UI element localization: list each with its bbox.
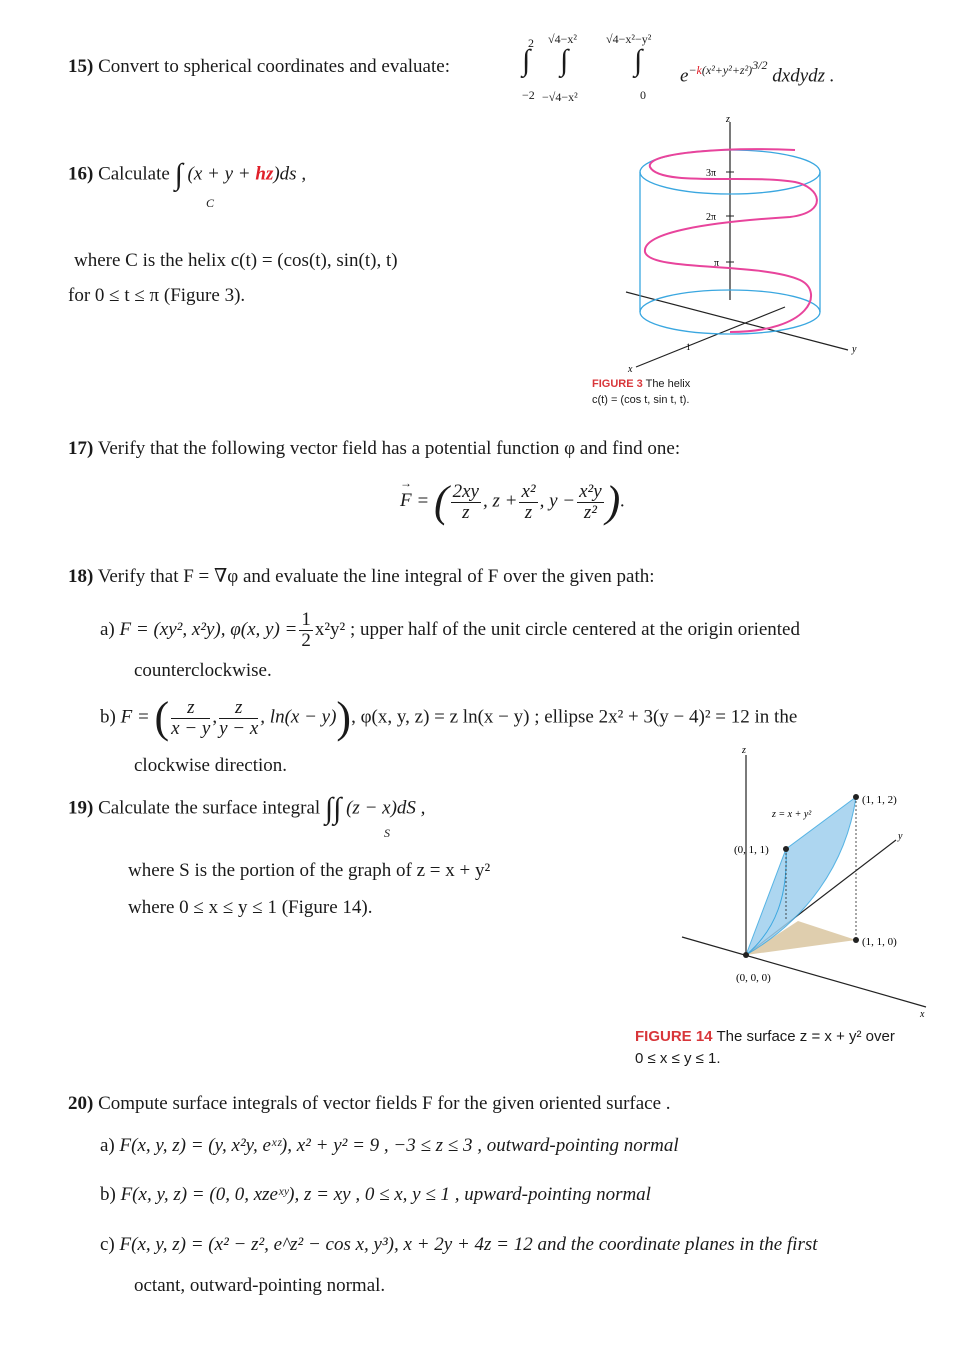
expr-part: (x + y + [187, 163, 251, 185]
separator: , z + [482, 490, 518, 512]
fraction [519, 482, 537, 523]
integrand [680, 58, 835, 87]
limit: 0 [640, 88, 646, 102]
exp-base: e [680, 65, 689, 87]
integral-sign: ∫ [560, 44, 569, 77]
vector-symbol: → F [400, 490, 412, 512]
x-axis-label: x [920, 1009, 925, 1020]
fraction [171, 698, 210, 739]
problem-17 [68, 438, 680, 460]
integral-sign: ∫ [174, 158, 183, 191]
numerator: x²y [579, 480, 602, 502]
differential: dxdydz . [772, 65, 835, 87]
denominator: x − y [171, 717, 211, 739]
part-text: F(x, y, z) = (y, x²y, eˣᶻ), x² + y² = 9 , −3 ≤ z ≤ 3 , outward-pointing normal [119, 1135, 679, 1156]
problem-text: Calculate [98, 163, 170, 185]
figure-3-caption [592, 378, 690, 390]
vector-field-17: → F = ( $\frac{2xy}{z}$ , z + $\frac{\text{x²}}{z}$ , y − $\frac{\text{x²y}}{\text{z²}}$ ). [400, 480, 625, 524]
expr-highlight: hz [255, 163, 274, 185]
part-label: c) [100, 1234, 115, 1255]
problem-18a [100, 610, 800, 651]
exp-k: k [696, 63, 702, 77]
problem-15 [68, 56, 450, 78]
double-integral-sign: ∫∫ [324, 792, 342, 825]
denominator: z² [583, 501, 597, 523]
part-label: a) [100, 618, 115, 640]
problem-number: 20) [68, 1093, 94, 1114]
exp-minus: − [688, 63, 697, 77]
integral-sign: ∫ [634, 44, 643, 77]
line-integral-expr [188, 163, 307, 184]
figure-14-caption-line2: 0 ≤ x ≤ y ≤ 1. [635, 1050, 721, 1067]
caption-text: The surface z = x + y² over [716, 1028, 895, 1045]
problem-text: Verify that F = ∇φ and evaluate the line integral of F over the given path: [97, 566, 655, 587]
fraction [299, 610, 313, 651]
y-axis-label: y [898, 831, 903, 842]
point-label: (0, 1, 1) [734, 844, 769, 856]
integral-sign: ∫ [522, 44, 531, 77]
point-label: (1, 1, 0) [862, 936, 897, 948]
problem-number: 18) [68, 566, 94, 587]
problem-18b-line2: clockwise direction. [134, 755, 288, 776]
problem-number: 16) [68, 163, 94, 185]
part-text: , φ(x, y, z) = z ln(x − y) ; ellipse 2x² + 3(y − 4)² = 12 in the [351, 706, 798, 728]
exp-power: 3/2 [752, 58, 768, 72]
figure-3-caption-line2: c(t) = (cos t, sin t, t). [592, 394, 690, 406]
denominator: y − x [219, 717, 259, 739]
point-label: (0, 0, 0) [736, 972, 771, 984]
limit: 2 [528, 36, 534, 50]
problem-19-line3: where 0 ≤ x ≤ y ≤ 1 (Figure 14). [128, 897, 373, 918]
z-axis-label: z [742, 745, 746, 756]
numerator: x² [521, 480, 536, 502]
figure-14-surface [676, 745, 966, 1020]
denominator: z [462, 501, 470, 523]
problem-text: Calculate the surface integral [98, 797, 321, 819]
tick-pi: π [714, 258, 720, 269]
problem-18b: b) F = ( $\frac{z}{x - y}$ , $\frac{z}{y - x}$ , ln(x − y)), φ(x, y, z) = z ln(x − y) ; ellipse 2x² + 3(y − 4)² = 12 in the [100, 693, 798, 742]
problem-20c-line2: octant, outward-pointing normal. [134, 1275, 386, 1296]
part-label: b) [100, 1184, 116, 1205]
limit: −√4−x² [542, 90, 578, 104]
numerator: 1 [301, 609, 311, 630]
surface-equation: z = x + y² [772, 809, 812, 820]
numerator: 2xy [452, 480, 479, 502]
caption-text: The helix [645, 378, 691, 390]
z-axis-label: z [726, 114, 730, 125]
integral-subscript: C [206, 196, 215, 210]
part-text: F(x, y, z) = (x² − z², e^z² − cos x, y³), x + 2y + 4z = 12 and the coordinate planes in the first [119, 1234, 818, 1255]
figure-14-caption [635, 1028, 895, 1045]
triple-integral [518, 28, 898, 108]
problem-16 [68, 158, 306, 192]
potential: φ(x, y) = [230, 618, 298, 640]
tick-one: 1 [686, 342, 691, 352]
numerator: z [219, 698, 258, 719]
fraction [219, 698, 258, 739]
field-part: , ln(x − y) [260, 706, 337, 728]
problem-number: 19) [68, 797, 94, 819]
field: F = [120, 706, 150, 728]
problem-20a [100, 1135, 679, 1157]
problem-18 [68, 565, 655, 588]
paren-close: ) [336, 693, 352, 742]
problem-16-line2: where C is the helix c(t) = (cos(t), sin(t), t) [74, 250, 398, 271]
figure-3-helix [590, 112, 880, 374]
tick-2pi: 2π [706, 212, 717, 223]
paren-close: ) [605, 477, 621, 526]
part-text: F(x, y, z) = (0, 0, xzeˣʸ), z = xy , 0 ≤ x, y ≤ 1 , upward-pointing normal [120, 1184, 651, 1205]
caption-label: FIGURE 3 [592, 378, 643, 390]
problem-text: Compute surface integrals of vector fields F for the given oriented surface . [98, 1093, 671, 1114]
part-text: x²y² ; upper half of the unit circle centered at the origin oriented [314, 618, 800, 640]
problem-20b [100, 1184, 651, 1206]
problem-text: Verify that the following vector field has a potential function φ and find one: [97, 438, 681, 459]
exp-body: (x²+y²+z²) [701, 63, 753, 77]
integral-subscript: S [384, 826, 390, 840]
problem-16-line3: for 0 ≤ t ≤ π (Figure 3). [68, 285, 246, 306]
caption-label: FIGURE 14 [635, 1028, 713, 1045]
paren-open: ( [433, 477, 449, 526]
fraction [451, 482, 481, 523]
expr-part: )ds , [273, 163, 307, 185]
point-label: (1, 1, 2) [862, 794, 897, 806]
problem-number: 15) [68, 56, 94, 77]
paren-open: ( [154, 693, 170, 742]
denominator: z [524, 501, 533, 523]
problem-20 [68, 1093, 671, 1115]
x-axis-label: x [628, 364, 633, 374]
fraction [577, 482, 604, 523]
tick-3pi: 3π [706, 168, 717, 179]
problem-20c [100, 1234, 818, 1256]
problem-text: Convert to spherical coordinates and evaluate: [98, 56, 450, 77]
problem-19-line2: where S is the portion of the graph of z = x + y² [128, 860, 491, 881]
integrand: (z − x)dS , [346, 797, 426, 819]
part-label: a) [100, 1135, 115, 1156]
limit: √4−x² [548, 32, 577, 46]
problem-18a-line2: counterclockwise. [134, 660, 272, 681]
numerator: z [171, 698, 210, 719]
problem-19 [68, 792, 425, 826]
problem-number: 17) [68, 438, 94, 459]
limit: −2 [522, 88, 535, 102]
field: F = (xy², x²y), [119, 618, 226, 640]
denominator: 2 [301, 629, 311, 651]
y-axis-label: y [852, 344, 857, 355]
part-label: b) [100, 706, 116, 728]
separator: , y − [539, 490, 576, 512]
limit: √4−x²−y² [606, 32, 652, 46]
